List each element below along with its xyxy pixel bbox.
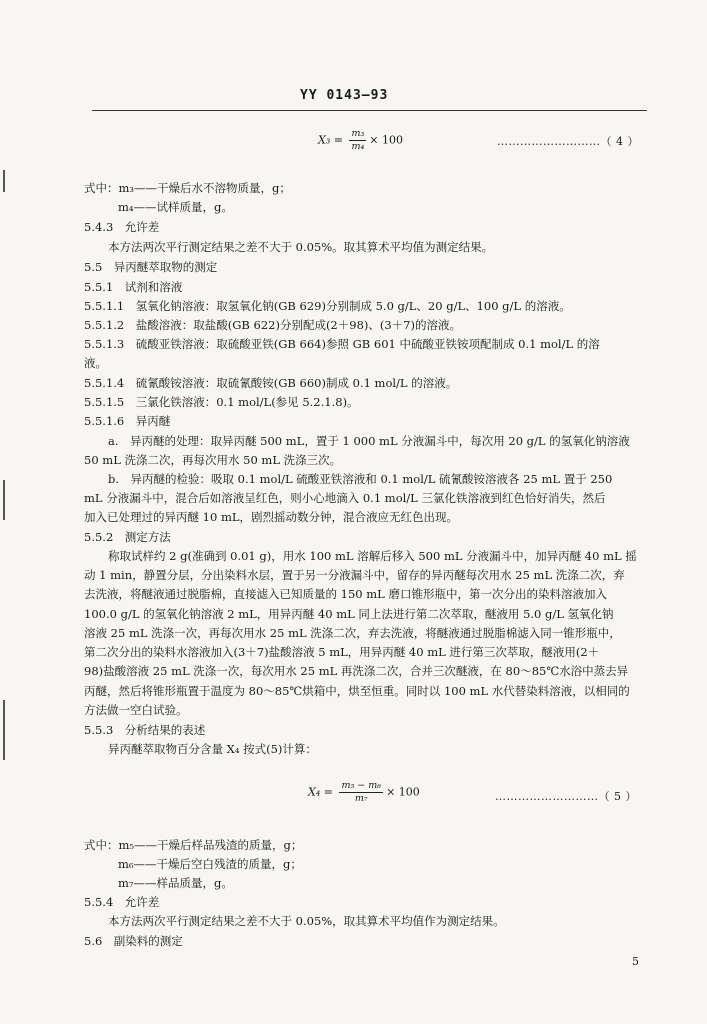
item-a-line-2: 50 mL 洗涤二次，再每次用水 50 mL 洗涤三次。 — [84, 453, 342, 467]
method-line-7: 98)盐酸溶液 25 mL 洗涤一次，每次用水 25 mL 再洗涤二次，合并三次醚液，在 80～85℃水浴中蒸去异 — [84, 664, 629, 678]
method-line-2: 动 1 min，静置分层，分出染料水层，置于另一分液漏斗中，留存的异丙醚每次用水 25 mL 洗涤二次，弃 — [84, 568, 625, 582]
scan-edge-mark — [3, 700, 5, 760]
definition-m7: m₇——样品质量，g。 — [118, 876, 233, 890]
page-number: 5 — [632, 955, 639, 968]
method-line-8: 丙醚，然后将锥形瓶置于温度为 80～85℃烘箱中，烘至恒重。同时以 100 mL 水代替染料溶液，以相同的 — [84, 684, 630, 698]
formula-4-lhs: X₃ = — [318, 133, 347, 147]
method-line-4: 100.0 g/L 的氢氧化钠溶液 2 mL，用异丙醚 40 mL 同上法进行第二次萃取，醚液用 5.0 g/L 氢氧化钠 — [84, 607, 614, 621]
formula-4-multiplier: × 100 — [369, 133, 403, 147]
header-rule — [92, 110, 647, 111]
formula-4-label: ………………………（ 4 ） — [497, 135, 639, 148]
section-5-5-3-title: 5.5.3 分析结果的表述 — [84, 723, 206, 737]
formula-5-label: ………………………（ 5 ） — [495, 790, 637, 803]
section-5-5-3-body: 异丙醚萃取物百分含量 X₄ 按式(5)计算： — [108, 742, 317, 756]
method-line-1: 称取试样约 2 g(准确到 0.01 g)，用水 100 mL 溶解后移入 500 mL 分液漏斗中，加异丙醚 40 mL 摇 — [108, 549, 637, 563]
item-a-line-1: a. 异丙醚的处理：取异丙醚 500 mL，置于 1 000 mL 分液漏斗中，每次用 20 g/L 的氢氧化钠溶液 — [108, 434, 630, 448]
formula-5-fraction — [339, 780, 383, 805]
section-5-5-2-title: 5.5.2 测定方法 — [84, 530, 171, 544]
formula-4-numerator: m₃ — [351, 128, 365, 139]
item-b-line-1: b. 异丙醚的检验：吸取 0.1 mol/L 硫酸亚铁溶液和 0.1 mol/L 硫氰酸铵溶液各 25 mL 置于 250 — [108, 472, 613, 486]
section-5-5-1-5: 5.5.1.5 三氯化铁溶液：0.1 mol/L(参见 5.2.1.8)。 — [84, 395, 359, 409]
definition-m5: 式中：m₅——干燥后样品残渣的质量，g； — [84, 838, 303, 852]
section-5-5-1-6-title: 5.5.1.6 异丙醚 — [84, 414, 171, 428]
section-5-5-1-1: 5.5.1.1 氢氧化钠溶液：取氢氧化钠(GB 629)分别制成 5.0 g/L、20 g/L、100 g/L 的溶液。 — [84, 299, 571, 313]
scan-edge-mark — [3, 480, 5, 520]
item-b-line-2: mL 分液漏斗中，混合后如溶液呈红色，则小心地滴入 0.1 mol/L 三氯化铁溶液到红色恰好消失，然后 — [84, 491, 606, 505]
section-5-5-1-4: 5.5.1.4 硫氰酸铵溶液：取硫氰酸铵(GB 660)制成 0.1 mol/L 的溶液。 — [84, 376, 458, 390]
method-line-6: 第二次分出的染料水溶液加入(3＋7)盐酸溶液 5 mL，用异丙醚 40 mL 进行第三次萃取，醚液用(2＋ — [84, 645, 600, 659]
formula-5-multiplier: × 100 — [386, 785, 420, 799]
formula-5-lhs: X₄ = — [308, 785, 337, 799]
section-5-5-1-2: 5.5.1.2 盐酸溶液：取盐酸(GB 622)分别配成(2＋98)、(3＋7)的溶液。 — [84, 318, 461, 332]
section-5-6-title: 5.6 副染料的测定 — [84, 934, 183, 948]
formula-5-denominator: m₇ — [354, 793, 368, 804]
section-5-5-4-title: 5.5.4 允许差 — [84, 895, 160, 909]
section-5-5-title: 5.5 异丙醚萃取物的测定 — [84, 260, 218, 274]
definition-m4: m₄——试样质量，g。 — [118, 200, 233, 214]
item-b-line-3: 加入已处理过的异丙醚 10 mL，剧烈摇动数分钟，混合液应无红色出现。 — [84, 510, 458, 524]
section-5-5-1-title: 5.5.1 试剂和溶液 — [84, 280, 183, 294]
definition-m6: m₆——干燥后空白残渣的质量，g； — [118, 857, 302, 871]
section-5-4-3-title: 5.4.3 允许差 — [84, 220, 160, 234]
method-line-3: 去洗液，将醚液通过脱脂棉，直接滤入已知质量的 150 mL 磨口锥形瓶中，第一次分出的染料溶液加入 — [84, 587, 607, 601]
scan-edge-mark — [3, 170, 5, 192]
formula-4-denominator: m₄ — [351, 141, 365, 152]
method-line-5: 溶液 25 mL 洗涤一次，再每次用水 25 mL 洗涤二次，弃去洗液，将醚液通过脱脂棉滤入同一锥形瓶中， — [84, 626, 621, 640]
definition-m3: 式中：m₃——干燥后水不溶物质量，g； — [84, 181, 291, 195]
section-5-5-1-3-line-2: 液。 — [84, 356, 107, 370]
standard-number-header: YY 0143—93 — [300, 88, 389, 103]
section-5-5-1-3-line-1: 5.5.1.3 硫酸亚铁溶液：取硫酸亚铁(GB 664)参照 GB 601 中硫酸亚铁铵项配制成 0.1 mol/L 的溶 — [84, 337, 600, 351]
formula-4-fraction — [349, 128, 366, 153]
formula-5 — [308, 780, 420, 805]
formula-4 — [318, 128, 403, 153]
section-5-5-4-body: 本方法两次平行测定结果之差不大于 0.05%，取其算术平均值作为测定结果。 — [108, 914, 505, 928]
method-line-9: 方法做一空白试验。 — [84, 703, 188, 717]
section-5-4-3-body: 本方法两次平行测定结果之差不大于 0.05%。取其算术平均值为测定结果。 — [108, 240, 494, 254]
formula-5-numerator: m₅ − m₆ — [341, 780, 382, 791]
